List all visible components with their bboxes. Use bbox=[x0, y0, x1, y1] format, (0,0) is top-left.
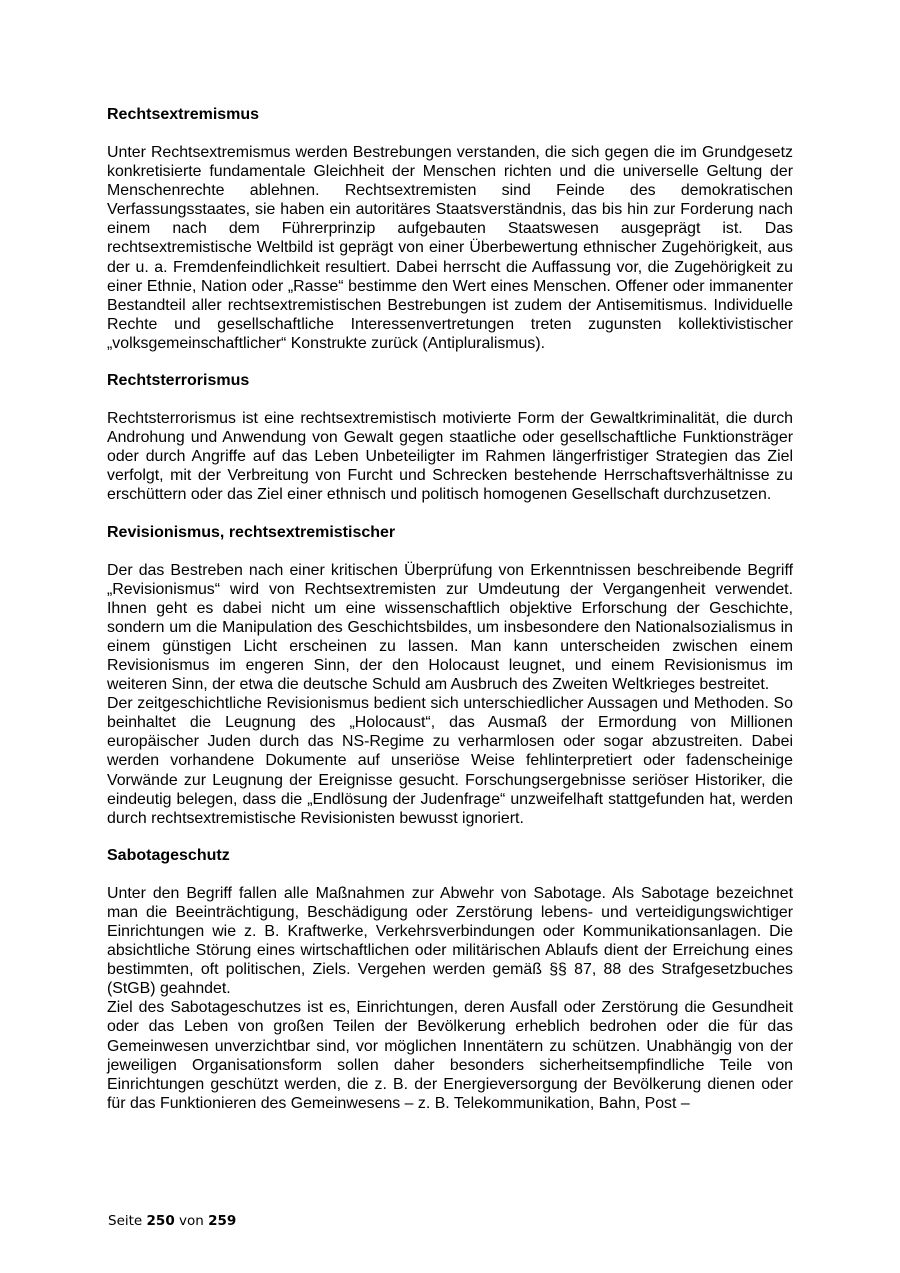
section-heading: Rechtsextremismus bbox=[107, 106, 260, 123]
section-paragraph: Der zeitgeschichtliche Revisionismus bedient sich unterschiedlicher Aussagen und Methoden. So beinhaltet die Leugnung des „Holocaust“, das Ausmaß der Ermordung von Millionen europäischer Juden durch das NS-Regime zu verharmlosen oder sogar abzustreiten. Dabei werden vorhandene Dokumente auf unseriöse Weise fehlinterpretiert oder fadenscheinige Vorwände zur Leugnung der Ereignisse gesucht. Forschungsergebnisse seriöser Historiker, die eindeutig belegen, dass die „Endlösung der Judenfrage“ unzweifelhaft stattgefunden hat, werden durch rechtsextremistische Revisionisten bewusst ignoriert. bbox=[107, 695, 793, 827]
footer-separator: von bbox=[179, 1213, 204, 1229]
section-heading: Revisionismus, rechtsextremistischer bbox=[107, 523, 396, 541]
section-rechtsterrorismus bbox=[107, 371, 793, 504]
section-paragraph: Rechtsterrorismus ist eine rechtsextremistisch motivierte Form der Gewaltkriminalität, die durch Androhung und Anwendung von Gewalt gegen staatliche oder gesellschaftliche Funktionsträger oder durch Angriffe auf das Leben Unbeteiligter im Rahmen längerfristiger Strategien das Ziel verfolgt, mit der Verbreitung von Furcht und Schrecken bestehende Herrschaftsverhältnisse zu erschüttern oder das Ziel einer ethnisch und politisch homogenen Gesellschaft durchzusetzen. bbox=[107, 410, 793, 504]
page-footer bbox=[108, 1212, 236, 1230]
section-heading: Rechtsterrorismus bbox=[107, 372, 250, 390]
footer-current-page: 250 bbox=[146, 1213, 175, 1229]
section-sabotageschutz bbox=[107, 846, 793, 1113]
section-revisionismus bbox=[107, 523, 793, 828]
section-paragraph: Der das Bestreben nach einer kritischen Überprüfung von Erkenntnissen beschreibende Begriff „Revisionismus“ wird von Rechtsextremisten zur Umdeutung der Vergangenheit verwendet. Ihnen geht es dabei nicht um eine wissenschaftlich objektive Erforschung der Geschichte, sondern um die Manipulation des Geschichtsbildes, um insbesondere den Nationalsozialismus in einem günstigen Licht erscheinen zu lassen. Man kann unterscheiden zwischen einem Revisionismus im engeren Sinn, der den Holocaust leugnet, und einem Revisionismus im weiteren Sinn, der etwa die deutsche Schuld am Ausbruch des Zweiten Weltkrieges bestreitet. bbox=[107, 561, 793, 694]
page-content bbox=[107, 105, 793, 1113]
section-paragraph: Ziel des Sabotageschutzes ist es, Einrichtungen, deren Ausfall oder Zerstörung die Gesundheit oder das Leben von großen Teilen der Bevölkerung erheblich bedrohen oder die für das Gemeinwesen unverzichtbar sind, vor möglichen Innentätern zu schützen. Unabhängig von der jeweiligen Organisationsform sollen daher besonders sicherheitsempfindliche Teile von Einrichtungen geschützt werden, die z. B. der Energieversorgung der Bevölkerung dienen oder für das Funktionieren des Gemeinwesens – z. B. Telekommunikation, Bahn, Post – bbox=[107, 999, 793, 1112]
footer-total-pages: 259 bbox=[208, 1213, 237, 1229]
section-paragraph: Unter Rechtsextremismus werden Bestrebungen verstanden, die sich gegen die im Grundgesetz konkretisierte fundamentale Gleichheit der Menschen richten und die universelle Geltung der Menschenrechte ablehnen. Rechtsextremisten sind Feinde des demokratischen Verfassungsstaates, sie haben ein autoritäres Staatsverständnis, das bis hin zur Forderung nach einem nach dem Führerprinzip aufgebauten Staatswesen ausgeprägt ist. Das rechtsextremistische Weltbild ist geprägt von einer Überbewertung ethnischer Zugehörigkeit, aus der u. a. Fremdenfeindlichkeit resultiert. Dabei herrscht die Auffassung vor, die Zugehörigkeit zu einer Ethnie, Nation oder „Rasse“ bestimme den Wert eines Menschen. Offener oder immanenter Bestandteil aller rechtsextremistischen Bestrebungen ist zudem der Antisemitismus. Individuelle Rechte und gesellschaftliche Interessenvertretungen treten zugunsten kollektivistischer „volksgemeinschaftlicher“ Konstrukte zurück (Antipluralismus). bbox=[107, 144, 793, 352]
section-heading: Sabotageschutz bbox=[107, 846, 230, 864]
section-rechtsextremismus bbox=[107, 105, 793, 353]
footer-prefix: Seite bbox=[108, 1213, 143, 1229]
section-paragraph: Unter den Begriff fallen alle Maßnahmen zur Abwehr von Sabotage. Als Sabotage bezeichnet man die Beeinträchtigung, Beschädigung oder Zerstörung lebens- und verteidigungswichtiger Einrichtungen wie z. B. Kraftwerke, Verkehrsverbindungen oder Kommunikationsanlagen. Die absichtliche Störung eines wirtschaftlichen oder militärischen Ablaufs dient der Erreichung eines bestimmten, oft politischen, Ziels. Vergehen werden gemäß §§ 87, 88 des Strafgesetzbuches (StGB) geahndet. bbox=[107, 884, 793, 998]
